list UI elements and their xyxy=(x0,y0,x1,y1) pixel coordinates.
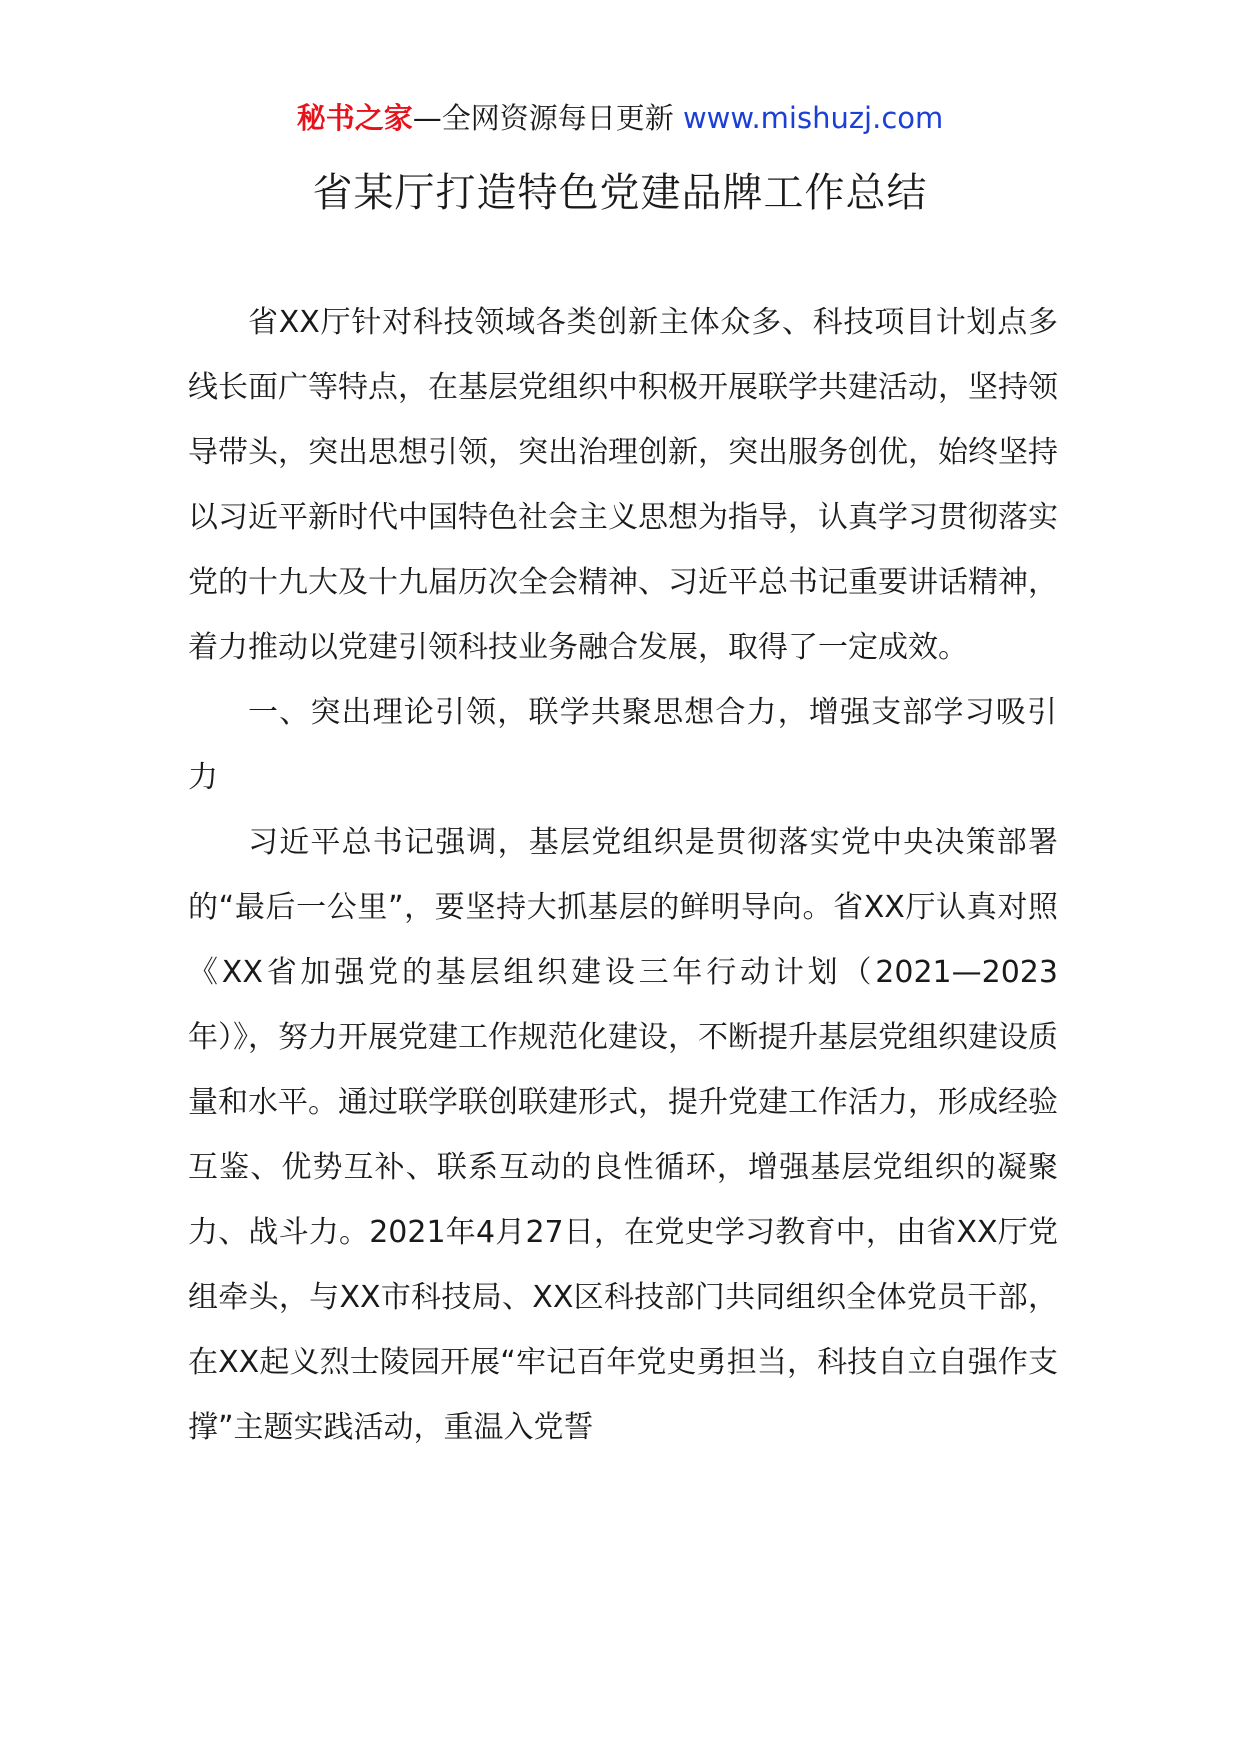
section-heading: 一、突出理论引领，联学共聚思想合力，增强支部学习吸引力 xyxy=(188,695,1058,795)
site-tagline: —全网资源每日更新 xyxy=(412,101,674,135)
document-body xyxy=(188,290,1058,1460)
body-paragraph: 省XX厅针对科技领域各类创新主体众多、科技项目计划点多线长面广等特点，在基层党组织中积极开展联学共建活动，坚持领导带头，突出思想引领，突出治理创新，突出服务创优，始终坚持以习近平新时代中国特色社会主义思想为指导，认真学习贯彻落实党的十九大及十九届历次全会精神、习近平总书记重要讲话精神，着力推动以党建引领科技业务融合发展，取得了一定成效。 xyxy=(188,305,1058,665)
document-title: 省某厅打造特色党建品牌工作总结 xyxy=(312,170,928,216)
site-brand: 秘书之家 xyxy=(296,101,413,135)
site-url-link[interactable]: www.mishuzj.com xyxy=(682,101,944,135)
site-header xyxy=(0,98,1240,138)
body-paragraph: 习近平总书记强调，基层党组织是贯彻落实党中央决策部署的“最后一公里”，要坚持大抓基层的鲜明导向。省XX厅认真对照《XX省加强党的基层组织建设三年行动计划（2021—2023年）》，努力开展党建工作规范化建设，不断提升基层党组织建设质量和水平。通过联学联创联建形式，提升党建工作活力，形成经验互鉴、优势互补、联系互动的良性循环，增强基层党组织的凝聚力、战斗力。2021年4月27日，在党史学习教育中，由省XX厅党组牵头，与XX市科技局、XX区科技部门共同组织全体党员干部，在XX起义烈士陵园开展“牢记百年党史勇担当，科技自立自强作支撑”主题实践活动，重温入党誓 xyxy=(188,825,1058,1445)
